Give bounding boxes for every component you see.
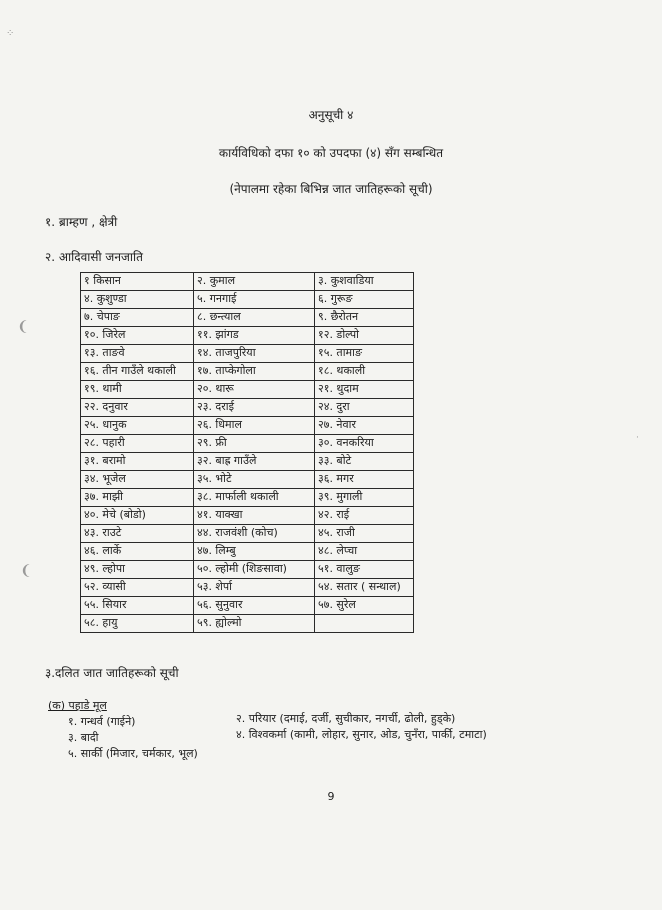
table-cell: ५३. शेर्पा — [194, 579, 315, 597]
table-cell: ६. गुरूङ — [315, 291, 414, 309]
table-cell: ४७. लिम्बु — [194, 543, 315, 561]
table-cell: ४. कुशुण्डा — [81, 291, 194, 309]
dalit-item: ३. बादी — [68, 731, 99, 744]
table-cell: १८. थकाली — [315, 363, 414, 381]
table-row — [81, 435, 414, 453]
table-cell: ५५. सियार — [81, 597, 194, 615]
table-cell: ४३. राउटे — [81, 525, 194, 543]
table-cell: ४२. राई — [315, 507, 414, 525]
janajati-table — [80, 272, 414, 633]
table-cell: ५८. हायु — [81, 615, 194, 633]
list-title: (नेपालमा रहेका बिभिन्न जात जातिहरूको सूची) — [229, 182, 433, 196]
table-cell: १०. जिरेल — [81, 327, 194, 345]
scan-speck-mark: ⁘ — [6, 28, 15, 39]
table-row — [81, 525, 414, 543]
table-cell: २. कुमाल — [194, 273, 315, 291]
punch-hole-mark: ❨ — [17, 319, 29, 335]
table-row — [81, 471, 414, 489]
table-cell: ५१. वालुङ — [315, 561, 414, 579]
dalit-item: २. परियार (दमाई, दर्जी, सुचीकार, नगर्ची, ढोली, हुड्के) — [236, 712, 456, 725]
annex-subtitle: कार्यविधिको दफा १० को उपदफा (४) सँग सम्बन्धित — [218, 146, 444, 160]
table-cell: ११. झांगड — [194, 327, 315, 345]
dalit-item: १. गन्धर्व (गाईने) — [68, 715, 136, 728]
table-row — [81, 507, 414, 525]
table-cell: ४५. राजी — [315, 525, 414, 543]
section-3-title: ३.दलित जात जातिहरूको सूची — [45, 666, 179, 680]
table-cell: १२. डोल्पो — [315, 327, 414, 345]
table-cell: ३६. मगर — [315, 471, 414, 489]
table-cell: ३. कुशवाडिया — [315, 273, 414, 291]
table-cell: ४६. लार्के — [81, 543, 194, 561]
dalit-item: ४. विश्वकर्मा (कामी, लोहार, सुनार, ओड, चुनँरा, पार्की, टमाटा) — [236, 728, 487, 741]
table-cell: २०. थारू — [194, 381, 315, 399]
table-row — [81, 489, 414, 507]
table-cell: ३१. बरामो — [81, 453, 194, 471]
table-cell: ४१. याक्खा — [194, 507, 315, 525]
table-cell: १९. थामी — [81, 381, 194, 399]
table-cell: ३२. बाह्र गाउँले — [194, 453, 315, 471]
scan-speck-mark: · — [636, 433, 639, 443]
table-cell: ३५. भोटे — [194, 471, 315, 489]
table-cell: ५६. सुनुवार — [194, 597, 315, 615]
table-cell: ४८. लेप्चा — [315, 543, 414, 561]
table-cell: ३८. मार्फाली थकाली — [194, 489, 315, 507]
table-cell: ५२. व्यासी — [81, 579, 194, 597]
table-cell: १४. ताजपुरिया — [194, 345, 315, 363]
table-cell: १ किसान — [81, 273, 194, 291]
table-row — [81, 345, 414, 363]
table-cell: ४९. ल्होपा — [81, 561, 194, 579]
table-row — [81, 453, 414, 471]
table-cell: ५०. ल्होमी (शिङसावा) — [194, 561, 315, 579]
table-row — [81, 273, 414, 291]
hill-origin-subheading: (क) पहाडे मूल — [48, 699, 107, 712]
table-cell: ५४. सतार ( सन्थाल) — [315, 579, 414, 597]
table-cell: ८. छन्त्याल — [194, 309, 315, 327]
table-row — [81, 561, 414, 579]
table-cell — [315, 615, 414, 633]
table-cell: ३४. भूजेल — [81, 471, 194, 489]
table-row — [81, 417, 414, 435]
table-cell: २४. दुरा — [315, 399, 414, 417]
section-1-title: १. ब्राम्हण , क्षेत्री — [45, 215, 118, 229]
table-row — [81, 291, 414, 309]
table-row — [81, 381, 414, 399]
table-cell: २१. थुदाम — [315, 381, 414, 399]
table-cell: ३९. मुगाली — [315, 489, 414, 507]
table-cell: ३०. वनकरिया — [315, 435, 414, 453]
table-cell: २२. दनुवार — [81, 399, 194, 417]
table-cell: २३. दराई — [194, 399, 315, 417]
table-cell: २५. धानुक — [81, 417, 194, 435]
table-cell: ५९. ह्योल्मो — [194, 615, 315, 633]
section-2-title: २. आदिवासी जनजाति — [45, 250, 143, 264]
table-row — [81, 543, 414, 561]
table-row — [81, 309, 414, 327]
table-row — [81, 579, 414, 597]
table-cell: ४०. मेचे (बोडो) — [81, 507, 194, 525]
table-row — [81, 597, 414, 615]
table-cell: २८. पहारी — [81, 435, 194, 453]
table-row — [81, 615, 414, 633]
table-cell: २७. नेवार — [315, 417, 414, 435]
table-cell: २६. धिमाल — [194, 417, 315, 435]
table-cell: १६. तीन गाउँले थकाली — [81, 363, 194, 381]
table-cell: १३. ताङवे — [81, 345, 194, 363]
table-cell: १५. तामाङ — [315, 345, 414, 363]
punch-hole-mark: ❨ — [20, 563, 32, 579]
table-row — [81, 327, 414, 345]
annex-title: अनुसूची ४ — [308, 108, 354, 122]
table-cell: ५७. सुरेल — [315, 597, 414, 615]
table-cell: ९. छैरोतन — [315, 309, 414, 327]
page-number: 9 — [327, 790, 335, 803]
table-cell: ७. चेपाङ — [81, 309, 194, 327]
table-cell: ३३. बोटे — [315, 453, 414, 471]
table-row — [81, 363, 414, 381]
table-cell: २९. फ्री — [194, 435, 315, 453]
table-cell: १७. ताप्केगोला — [194, 363, 315, 381]
table-cell: ४४. राजवंशी (कोच) — [194, 525, 315, 543]
table-cell: ३७. माझी — [81, 489, 194, 507]
dalit-item: ५. सार्की (मिजार, चर्मकार, भूल) — [68, 747, 198, 760]
table-cell: ५. गनगाई — [194, 291, 315, 309]
table-row — [81, 399, 414, 417]
